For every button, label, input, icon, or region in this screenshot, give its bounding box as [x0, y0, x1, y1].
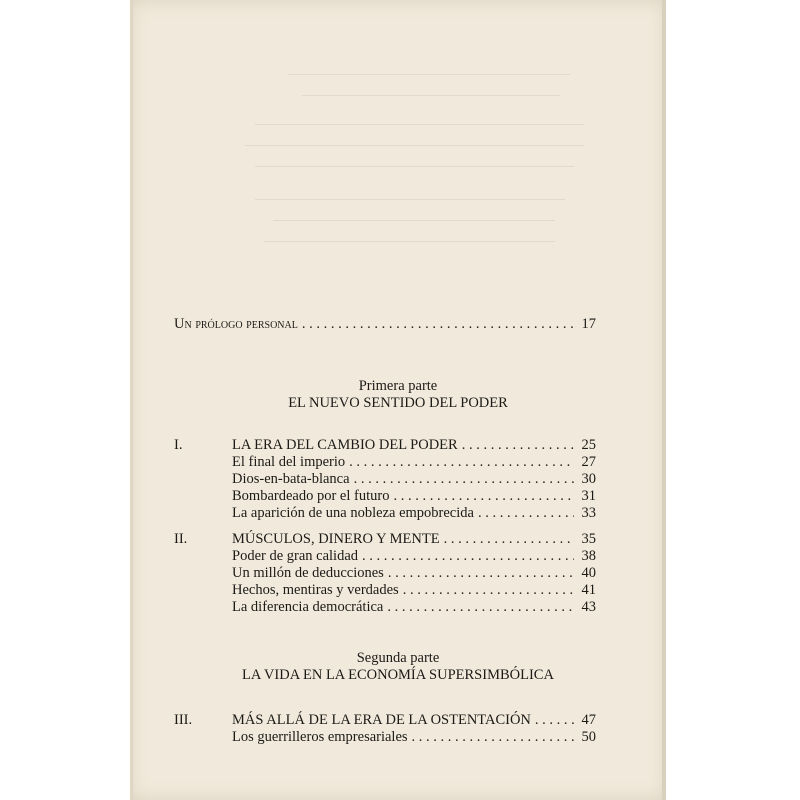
toc-section[interactable] [232, 505, 596, 522]
section-title: La aparición de una nobleza empobrecida [232, 505, 474, 521]
toc-section[interactable] [232, 599, 596, 616]
dot-leader [535, 712, 574, 729]
section-title: Poder de gran calidad [232, 548, 359, 564]
dot-leader [388, 565, 574, 582]
chapter-title: MÁS ALLÁ DE LA ERA DE LA OSTENTACIÓN [232, 712, 531, 728]
dot-leader [354, 471, 574, 488]
dot-leader [478, 505, 574, 522]
dot-leader [403, 582, 574, 599]
toc-page-number: 31 [581, 488, 596, 504]
toc-section[interactable] [232, 565, 596, 582]
toc-section[interactable] [232, 454, 596, 471]
toc-entry-title: Un prólogo personal [174, 316, 298, 332]
toc-chapter-2[interactable] [174, 531, 596, 548]
dot-leader [349, 454, 574, 471]
section-title: El final del imperio [232, 454, 346, 470]
toc-section[interactable] [232, 548, 596, 565]
section-title: La diferencia democrática [232, 599, 384, 615]
toc-page-number: 40 [581, 565, 596, 581]
dot-leader [302, 316, 574, 333]
toc-page-number: 17 [581, 316, 596, 332]
toc-page-number: 27 [581, 454, 596, 470]
toc-section[interactable] [232, 582, 596, 599]
toc-page-number: 33 [581, 505, 596, 521]
dot-leader [444, 531, 574, 548]
section-title: Dios-en-bata-blanca [232, 471, 350, 487]
chapter-number: I. [174, 437, 183, 453]
chapter-number: III. [174, 712, 193, 728]
toc-page-number: 41 [581, 582, 596, 598]
chapter-title: MÚSCULOS, DINERO Y MENTE [232, 531, 440, 547]
toc-section[interactable] [232, 471, 596, 488]
part-label: Segunda parte [356, 650, 440, 666]
chapter-title: LA ERA DEL CAMBIO DEL PODER [232, 437, 458, 453]
dot-leader [362, 548, 574, 565]
section-title: Los guerrilleros empresariales [232, 729, 408, 745]
toc-page-number: 38 [581, 548, 596, 564]
toc-page-number: 43 [581, 599, 596, 615]
toc-section[interactable] [232, 488, 596, 505]
part-label: Primera parte [358, 378, 438, 394]
chapter-number: II. [174, 531, 188, 547]
bleed-through-texture [170, 70, 640, 248]
toc-chapter-1[interactable] [174, 437, 596, 454]
toc-section[interactable] [232, 729, 596, 746]
toc-page-number: 47 [581, 712, 596, 728]
part-title: LA VIDA EN LA ECONOMÍA SUPERSIMBÓLICA [242, 667, 554, 683]
book-page [130, 0, 666, 800]
toc-entry-prologue[interactable] [174, 316, 596, 333]
section-title: Bombardeado por el futuro [232, 488, 390, 504]
dot-leader [462, 437, 574, 454]
toc-page-number: 30 [581, 471, 596, 487]
section-title: Un millón de deducciones [232, 565, 384, 581]
toc-chapter-3[interactable] [174, 712, 596, 729]
dot-leader [387, 599, 574, 616]
toc-page-number: 50 [581, 729, 596, 745]
dot-leader [393, 488, 574, 505]
toc-page-number: 35 [581, 531, 596, 547]
dot-leader [412, 729, 574, 746]
toc-page-number: 25 [581, 437, 596, 453]
section-title: Hechos, mentiras y verdades [232, 582, 399, 598]
part-title: EL NUEVO SENTIDO DEL PODER [288, 395, 508, 411]
